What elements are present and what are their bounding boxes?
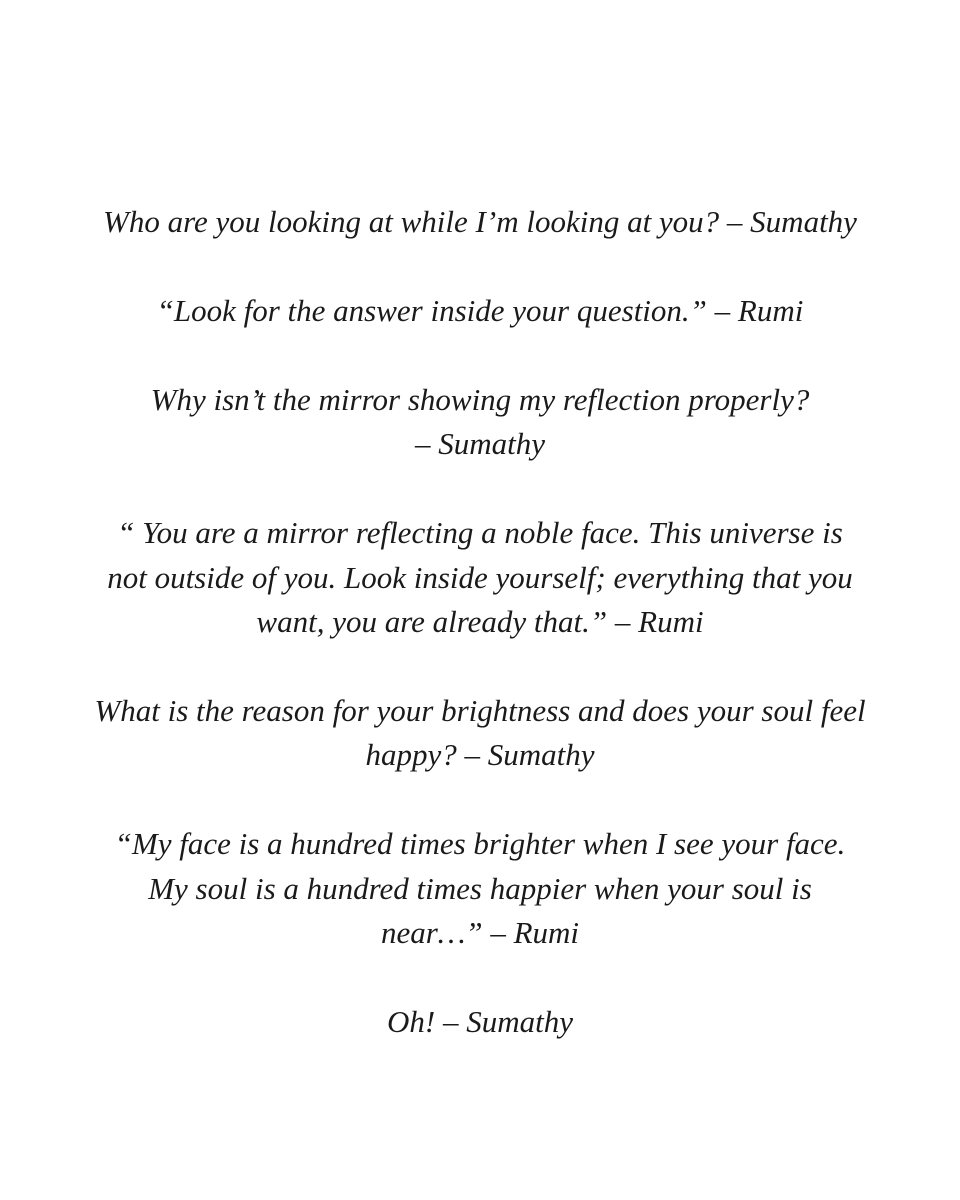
quote-5-line-2: happy? – Sumathy	[365, 737, 595, 772]
quote-5-line-1: What is the reason for your brightness and does your soul feel	[94, 693, 866, 728]
quote-6-line-3: near…” – Rumi	[380, 915, 580, 950]
quote-2-line-1: “Look for the answer inside your question.” – Rumi	[156, 293, 804, 328]
quote-3-line-1: Why isn’t the mirror showing my reflection properly?	[150, 382, 810, 417]
quote-3-line-2: – Sumathy	[414, 426, 545, 461]
quote-6-line-2: My soul is a hundred times happier when your soul is	[148, 871, 812, 906]
quote-4-line-1: “ You are a mirror reflecting a noble face. This universe is	[117, 515, 843, 550]
quote-4-line-2: not outside of you. Look inside yourself; everything that you	[107, 560, 853, 595]
quote-1-line-1: Who are you looking at while I’m looking at you? – Sumathy	[103, 204, 857, 239]
quote-6-line-1: “My face is a hundred times brighter when I see your face.	[114, 826, 846, 861]
quote-7-line-1: Oh! – Sumathy	[387, 1004, 573, 1039]
quote-4-line-3: want, you are already that.” – Rumi	[256, 604, 704, 639]
